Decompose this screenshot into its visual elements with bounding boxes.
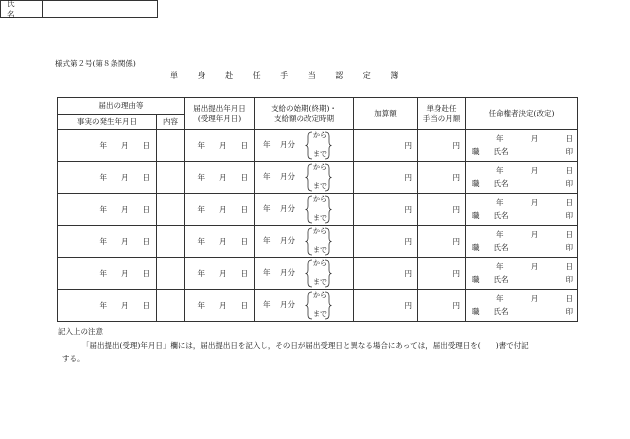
left-brace-icon [305, 291, 313, 320]
seal-label: 印 [565, 179, 573, 188]
month-unit: 月 [121, 172, 129, 182]
year-unit: 年 [496, 166, 504, 175]
submission-date-cell[interactable] [185, 130, 255, 162]
right-brace-icon [324, 195, 332, 224]
authority-decision-cell[interactable] [466, 194, 578, 226]
content-header: 内容 [157, 115, 185, 130]
month-unit: 月 [219, 204, 227, 214]
submission-date-cell[interactable] [185, 162, 255, 194]
day-unit: 日 [142, 172, 150, 182]
position-label: 職 [472, 147, 480, 156]
monthly-allowance-cell[interactable]: 円 [418, 226, 466, 258]
monthly-allowance-header: 単身赴任 手当の月額 [418, 98, 466, 130]
until-label: まで [313, 182, 327, 190]
month-unit: 月 [121, 140, 129, 150]
year-unit: 年 [496, 230, 504, 239]
full-name-label: 氏名 [493, 211, 509, 220]
content-cell[interactable] [157, 226, 185, 258]
payment-period-cell[interactable] [255, 290, 354, 322]
monthly-allowance-cell[interactable]: 円 [418, 194, 466, 226]
month-part-unit: 月分 [280, 140, 295, 149]
day-unit: 日 [142, 140, 150, 150]
payment-period-cell[interactable] [255, 226, 354, 258]
table-row [58, 130, 578, 162]
year-unit: 年 [99, 172, 107, 182]
occurrence-date-header: 事実の発生年月日 [58, 115, 157, 130]
month-unit: 月 [121, 268, 129, 278]
from-label: から [313, 227, 327, 235]
payment-period-header: 支給の始期(終期)・ 支給額の改定時期 [255, 98, 354, 130]
year-unit: 年 [496, 294, 504, 303]
seal-label: 印 [565, 147, 573, 156]
year-unit: 年 [197, 140, 205, 150]
addition-cell[interactable]: 円 [354, 194, 418, 226]
day-unit: 日 [240, 204, 248, 214]
month-part-unit: 月分 [280, 236, 295, 245]
occurrence-date-cell[interactable] [58, 162, 157, 194]
month-unit: 月 [530, 166, 539, 175]
day-unit: 日 [565, 198, 573, 207]
month-unit: 月 [121, 236, 129, 246]
day-unit: 日 [565, 262, 573, 271]
full-name-label: 氏名 [493, 275, 509, 284]
left-brace-icon [305, 163, 313, 192]
month-unit: 月 [219, 268, 227, 278]
year-unit: 年 [263, 268, 271, 277]
year-unit: 年 [496, 262, 504, 271]
day-unit: 日 [142, 300, 150, 310]
position-label: 職 [472, 275, 480, 284]
submission-date-cell[interactable] [185, 226, 255, 258]
month-part-unit: 月分 [280, 300, 295, 309]
year-unit: 年 [99, 236, 107, 246]
year-unit: 年 [99, 140, 107, 150]
left-brace-icon [305, 131, 313, 160]
day-unit: 日 [142, 268, 150, 278]
register-table [57, 97, 578, 322]
from-label: から [313, 195, 327, 203]
monthly-allowance-cell[interactable]: 円 [418, 130, 466, 162]
month-unit: 月 [530, 230, 539, 239]
month-part-unit: 月分 [280, 204, 295, 213]
submission-date-cell[interactable] [185, 258, 255, 290]
day-unit: 日 [240, 140, 248, 150]
year-unit: 年 [263, 140, 271, 149]
year-unit: 年 [263, 236, 271, 245]
addition-cell[interactable]: 円 [354, 290, 418, 322]
submission-date-cell[interactable] [185, 194, 255, 226]
month-unit: 月 [121, 300, 129, 310]
payment-period-cell[interactable] [255, 194, 354, 226]
until-label: まで [313, 150, 327, 158]
position-label: 職 [472, 211, 480, 220]
table-row [58, 290, 578, 322]
right-brace-icon [324, 291, 332, 320]
table-row [58, 258, 578, 290]
day-unit: 日 [142, 204, 150, 214]
until-label: まで [313, 246, 327, 254]
until-label: まで [313, 278, 327, 286]
authority-decision-cell[interactable] [466, 130, 578, 162]
year-unit: 年 [197, 268, 205, 278]
year-unit: 年 [197, 172, 205, 182]
occurrence-date-cell[interactable] [58, 290, 157, 322]
year-unit: 年 [496, 134, 504, 143]
day-unit: 日 [565, 294, 573, 303]
from-label: から [313, 259, 327, 267]
payment-period-cell[interactable] [255, 130, 354, 162]
page-title: 単 身 赴 任 手 当 認 定 簿 [170, 71, 407, 80]
submission-date-header: 届出提出年月日 (受理年月日) [185, 98, 255, 130]
notes-text-continued: する。 [62, 354, 85, 363]
name-box [0, 0, 158, 18]
day-unit: 日 [565, 166, 573, 175]
addition-cell[interactable]: 円 [354, 162, 418, 194]
year-unit: 年 [197, 204, 205, 214]
content-cell[interactable] [157, 258, 185, 290]
year-unit: 年 [99, 300, 107, 310]
position-label: 職 [472, 307, 480, 316]
year-unit: 年 [263, 204, 271, 213]
addition-header: 加算額 [354, 98, 418, 130]
content-cell[interactable] [157, 194, 185, 226]
month-part-unit: 月分 [280, 268, 295, 277]
left-brace-icon [305, 195, 313, 224]
month-unit: 月 [121, 204, 129, 214]
authority-decision-cell[interactable] [466, 258, 578, 290]
right-brace-icon [324, 163, 332, 192]
authority-decision-cell[interactable] [466, 290, 578, 322]
name-label: 氏 名 [1, 1, 43, 17]
content-cell[interactable] [157, 290, 185, 322]
seal-label: 印 [565, 307, 573, 316]
full-name-label: 氏名 [493, 243, 509, 252]
occurrence-date-cell[interactable] [58, 194, 157, 226]
content-cell[interactable] [157, 130, 185, 162]
year-unit: 年 [197, 236, 205, 246]
seal-label: 印 [565, 275, 573, 284]
until-label: まで [313, 310, 327, 318]
day-unit: 日 [240, 172, 248, 182]
right-brace-icon [324, 259, 332, 288]
occurrence-date-cell[interactable] [58, 226, 157, 258]
table-row [58, 194, 578, 226]
occurrence-date-cell[interactable] [58, 130, 157, 162]
payment-period-cell[interactable] [255, 162, 354, 194]
form-number: 様式第２号(第８条関係) [55, 59, 136, 68]
month-part-unit: 月分 [280, 172, 295, 181]
year-unit: 年 [99, 268, 107, 278]
table-row [58, 226, 578, 258]
year-unit: 年 [263, 172, 271, 181]
right-brace-icon [324, 227, 332, 256]
year-unit: 年 [99, 204, 107, 214]
month-unit: 月 [219, 172, 227, 182]
position-label: 職 [472, 179, 480, 188]
day-unit: 日 [240, 300, 248, 310]
position-label: 職 [472, 243, 480, 252]
addition-cell[interactable]: 円 [354, 226, 418, 258]
full-name-label: 氏名 [493, 307, 509, 316]
monthly-allowance-cell[interactable]: 円 [418, 162, 466, 194]
authority-decision-cell[interactable] [466, 226, 578, 258]
day-unit: 日 [142, 236, 150, 246]
from-label: から [313, 131, 327, 139]
authority-decision-cell[interactable] [466, 162, 578, 194]
right-brace-icon [324, 131, 332, 160]
until-label: まで [313, 214, 327, 222]
addition-cell[interactable]: 円 [354, 130, 418, 162]
authority-decision-header: 任命権者決定(改定) [466, 98, 578, 130]
occurrence-date-cell[interactable] [58, 258, 157, 290]
day-unit: 日 [565, 134, 573, 143]
from-label: から [313, 291, 327, 299]
day-unit: 日 [565, 230, 573, 239]
name-field[interactable] [43, 1, 157, 17]
month-unit: 月 [530, 198, 539, 207]
year-unit: 年 [496, 198, 504, 207]
submission-date-cell[interactable] [185, 290, 255, 322]
payment-period-cell[interactable] [255, 258, 354, 290]
monthly-allowance-cell[interactable]: 円 [418, 290, 466, 322]
month-unit: 月 [219, 236, 227, 246]
month-unit: 月 [530, 262, 539, 271]
left-brace-icon [305, 259, 313, 288]
content-cell[interactable] [157, 162, 185, 194]
seal-label: 印 [565, 243, 573, 252]
full-name-label: 氏名 [493, 147, 509, 156]
full-name-label: 氏名 [493, 179, 509, 188]
table-row [58, 162, 578, 194]
year-unit: 年 [263, 300, 271, 309]
month-unit: 月 [530, 134, 539, 143]
addition-cell[interactable]: 円 [354, 258, 418, 290]
from-label: から [313, 163, 327, 171]
notes-title: 記入上の注意 [58, 327, 103, 336]
year-unit: 年 [197, 300, 205, 310]
month-unit: 月 [219, 300, 227, 310]
day-unit: 日 [240, 268, 248, 278]
seal-label: 印 [565, 211, 573, 220]
monthly-allowance-cell[interactable]: 円 [418, 258, 466, 290]
month-unit: 月 [219, 140, 227, 150]
reason-group-header: 届出の理由等 [58, 98, 185, 115]
month-unit: 月 [530, 294, 539, 303]
left-brace-icon [305, 227, 313, 256]
day-unit: 日 [240, 236, 248, 246]
notes-text: 「届出提出(受理)年月日」欄には，届出提出日を記入し，その日が届出受理日と異なる場合にあっては，届出受理日を( )書で付記 [82, 341, 529, 350]
